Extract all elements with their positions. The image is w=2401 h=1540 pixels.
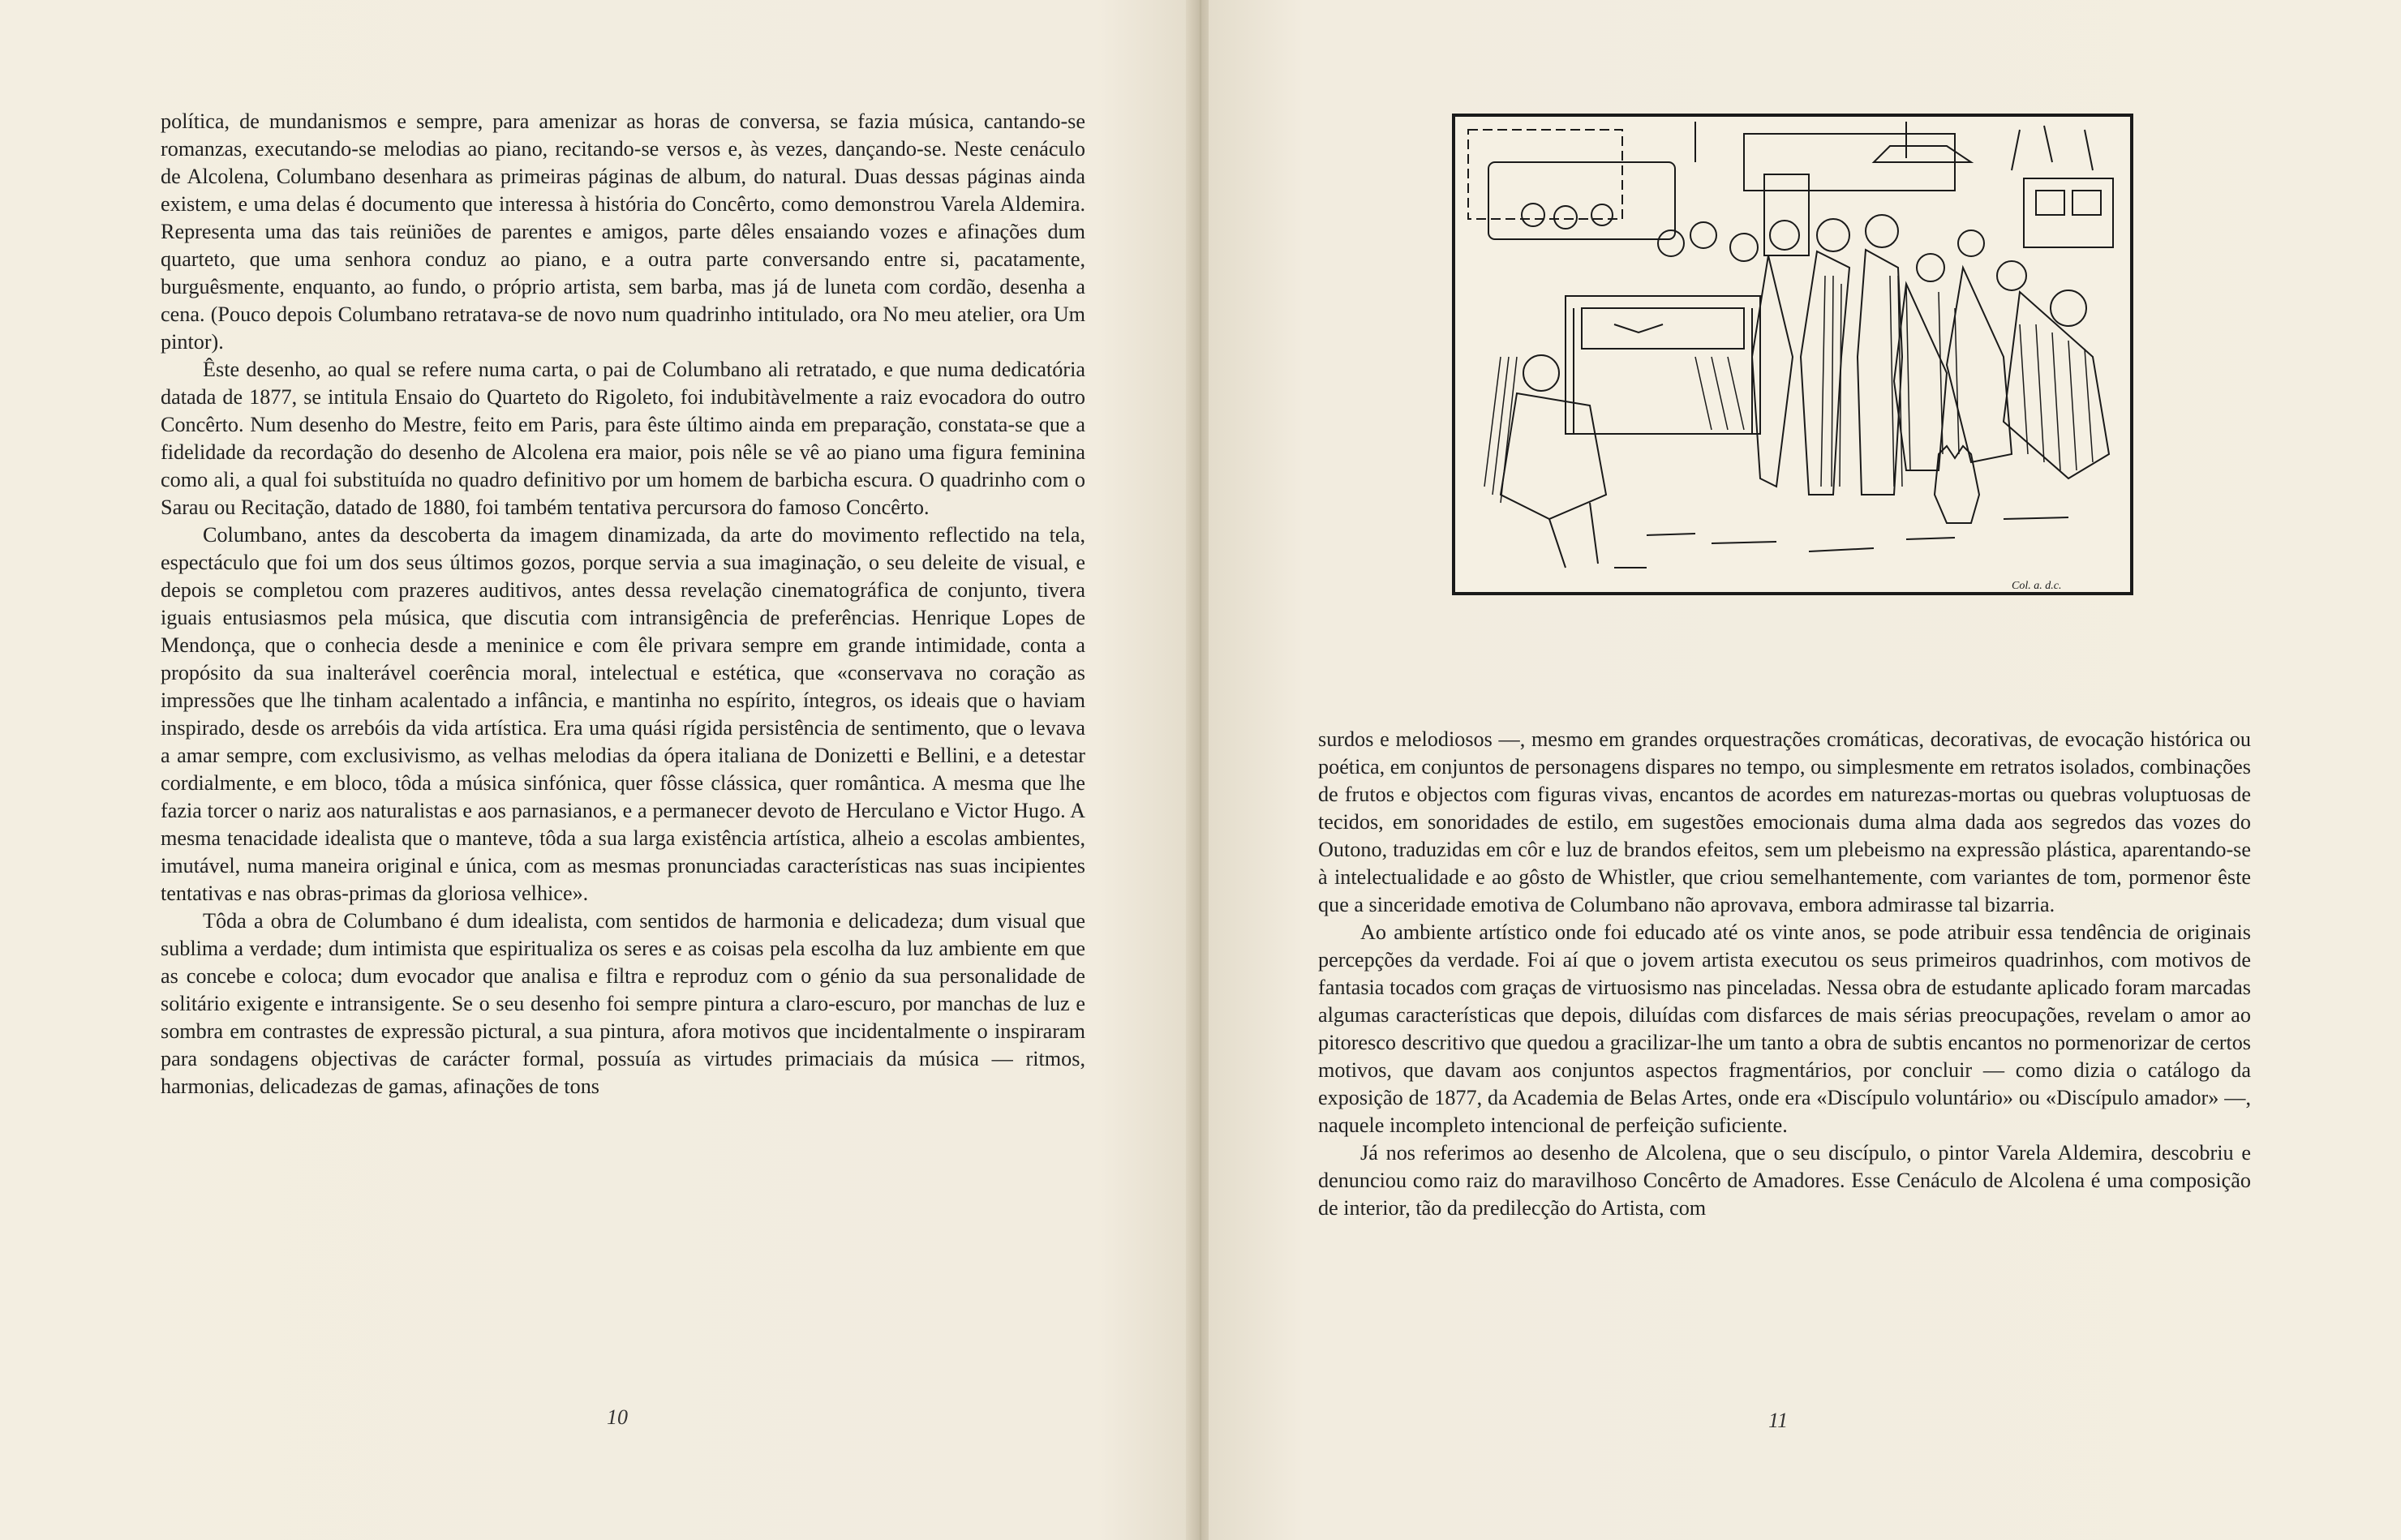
artist-signature: Col. a. d.c. xyxy=(2012,580,2062,592)
page-number: 10 xyxy=(607,1405,628,1429)
right-page xyxy=(1209,0,2401,1540)
paragraph: Já nos referimos ao desenho de Alcolena, que o seu discípulo, o pintor Varela Aldemira, descobriu e denunciou como raiz do maravilhoso Concêrto de Amadores. Esse Cenáculo de Alcolena é uma composição de interior, tão da predilecção do Artista, com xyxy=(1318,1141,2251,1220)
paragraph: Ao ambiente artístico onde foi educado até os vinte anos, se pode atribuir essa tendência de originais percepções da verdade. Foi aí que o jovem artista executou os seus primeiros quadrinhos, com motivos de fantasia tocados com graças de virtuosismo nas pinceladas. Nessa obra de estudante aplicado foram marcadas algumas características que depois, diluídas com disfarces de mais sérias preocupações, revelam o amor ao pitoresco descritivo que quedou a gracilizar-lhe um tanto a obra de subtis encantos no pormenorizar de certos motivos, que davam aos conjuntos aspectos fragmentários, por concluir — como dizia o catálogo da exposição de 1877, da Academia de Belas Artes, onde era «Discípulo voluntário» ou «Discípulo amador» —, naquele incompleto intencional de perfeição suficiente. xyxy=(1318,920,2251,1137)
illustration-drawing xyxy=(1452,114,2133,600)
paragraph: Tôda a obra de Columbano é dum idealista, com sentidos de harmonia e delicadeza; dum visual que sublima a verdade; dum intimista que espiritualiza os seres e as coisas pela escolha da luz ambiente em que as concebe e coloca; dum evocador que analisa e filtra e reproduz com o génio da sua personalidade de solitário exigente e intransigente. Se o seu desenho foi sempre pintura a claro-escuro, por manchas de luz e sombra em contrastes de expressão pictural, a sua pintura, afora motivos que incidentalmente o inspiraram para sondagens objectivas de carácter formal, possuía as virtudes primaciais da música — ritmos, harmonias, delicadezas de gamas, afinações de tons xyxy=(161,909,1085,1098)
paragraph: política, de mundanismos e sempre, para amenizar as horas de conversa, se fazia música, cantando-se romanzas, executando-se melodias ao piano, recitando-se versos e, às vezes, dançando-se. Neste cenáculo de Alcolena, Columbano desenhara as primeiras páginas de album, do natural. Duas dessas páginas ainda existem, e uma delas é documento que interessa à história do Concêrto, como demonstrou Varela Aldemira. Representa uma das tais reüniões de parentes e amigos, parte dêles ensaiando vozes e afinações dum quarteto, que uma senhora conduz ao piano, e a outra parte conversando entre si, pacatamente, burguêsmente, enquanto, ao fundo, o próprio artista, sem barba, mas já de luneta com cordão, desenha a cena. (Pouco depois Columbano retratava-se de novo num quadrinho intitulado, ora No meu atelier, ora Um pintor). xyxy=(161,109,1085,354)
sketch-concert-scene xyxy=(1452,114,2133,600)
right-text-block xyxy=(1318,726,2251,1222)
page-number: 11 xyxy=(1768,1409,1789,1432)
paragraph: Êste desenho, ao qual se refere numa carta, o pai de Columbano ali retratado, e que numa dedicatória datada de 1877, se intitula Ensaio do Quarteto do Rigoleto, foi indubitàvelmente a raiz evocadora do outro Concêrto. Num desenho do Mestre, feito em Paris, para êste último ainda em preparação, constata-se que a fidelidade da recordação do desenho de Alcolena era maior, pois nêle se vê ao piano uma figura feminina como ali, a qual foi substituída no quadro definitivo por um homem de barbicha escura. O quadrinho com o Sarau ou Recitação, datado de 1880, foi também tentativa percursora do famoso Concêrto. xyxy=(161,358,1085,519)
paragraph: Columbano, antes da descoberta da imagem dinamizada, da arte do movimento reflectido na tela, espectáculo que foi um dos seus últimos gozos, porque servia a sua imaginação, o seu deleite de visual, e depois se completou com prazeres auditivos, antes dessa revelação cinematográfica de conjunto, tivera iguais entusiasmos pela música, que discutia com intransigência de preferências. Henrique Lopes de Mendonça, que o conhecia desde a meninice e com êle privara sempre em grande intimidade, conta a propósito da sua inalterável coerência moral, intelectual e estética, que «conservava no coração as impressões que lhe tinham acalentado a infância, e mantinha no espírito, íntegros, os ideais que o haviam inspirado, desde os arrebóis da vida artística. Era uma quási rígida persistência de sentimento, que o levava a amar sempre, com exclusivismo, as velhas melodias da ópera italiana de Donizetti e Bellini, e a detestar cordialmente, e em bloco, tôda a música sinfónica, quer fôsse clássica, quer romântica. A mesma que lhe fazia torcer o nariz aos naturalistas e aos parnasianos, e a permanecer devoto de Herculano e Victor Hugo. A mesma tenacidade idealista que o manteve, tôda a sua larga existência artística, alheio a escolas ambientes, imutável, numa maneira original e única, com as mesmas pronunciadas características nas suas incipientes tentativas e nas obras-primas da gloriosa velhice». xyxy=(161,523,1085,905)
left-text-block xyxy=(161,108,1085,1100)
left-page xyxy=(0,0,1192,1540)
paragraph: surdos e melodiosos —, mesmo em grandes orquestrações cromáticas, decorativas, de evocação histórica ou poética, em conjuntos de personagens dispares no tempo, ou simplesmente em retratos isolados, combinações de frutos e objectos com figuras vivas, encantos de acordes em naturezas-mortas ou quebras voluptuosas de tecidos, em sonoridades de estilo, em sugestões emocionais duma alma dada aos segredos das vozes do Outono, traduzidas em côr e luz de brandos efeitos, sem um plebeismo na expressão plástica, aparentando-se à intelectualidade e ao gôsto de Whistler, que criou semelhantemente, com variantes de tom, pormenor êste que a sinceridade emotiva de Columbano não aprovava, embora admirasse tal bizarria. xyxy=(1318,727,2251,916)
